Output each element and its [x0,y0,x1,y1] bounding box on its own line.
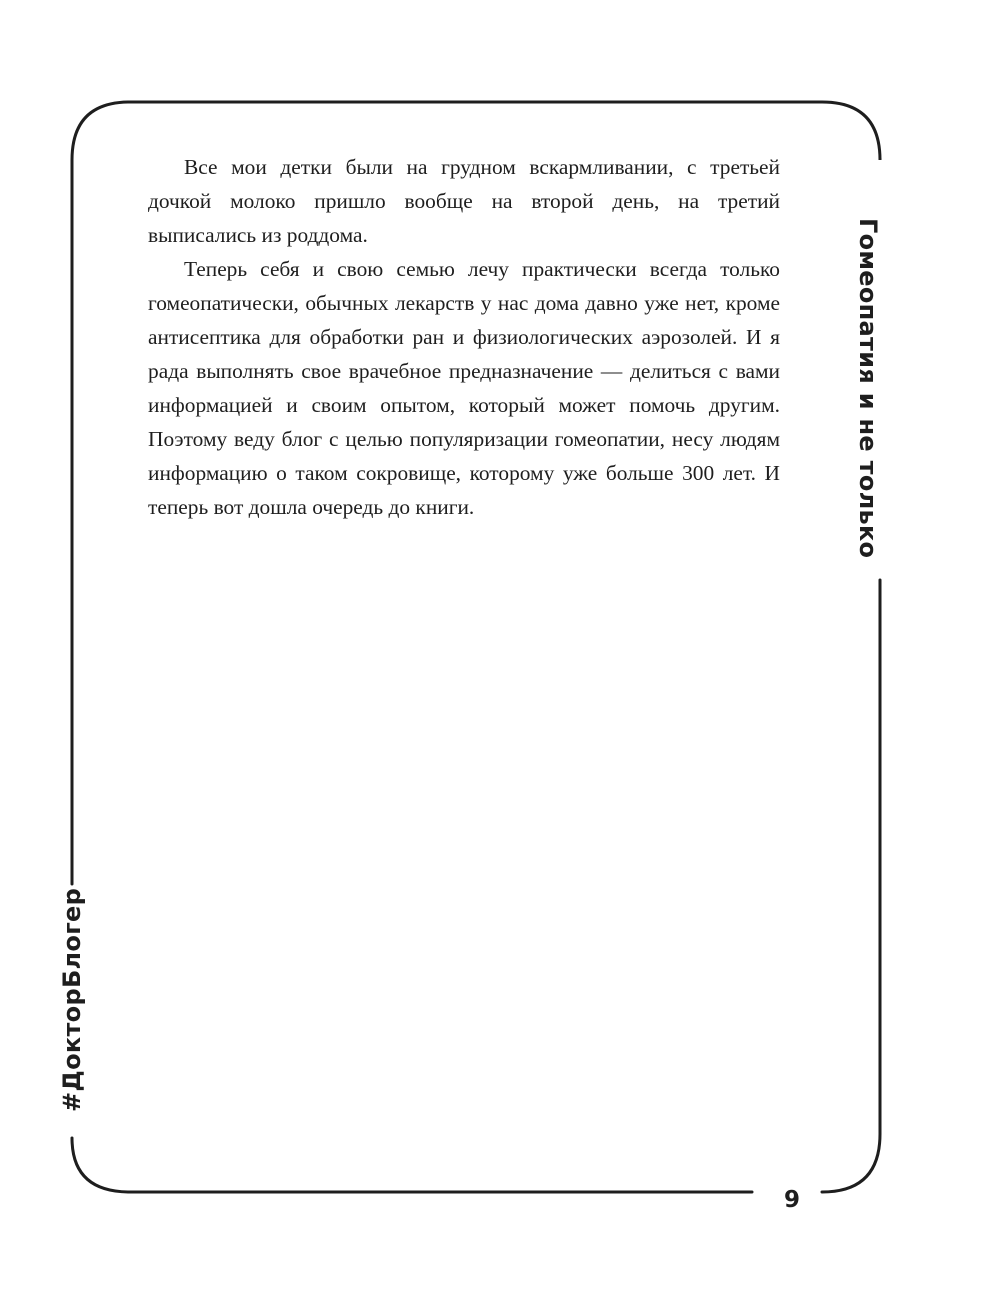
running-head-book: #ДокторБлогер [58,887,86,1112]
body-text [148,150,780,524]
frame-bottom-border [72,1138,752,1192]
running-head-chapter: Гомеопатия и не только [854,218,882,559]
paragraph-1: Все мои детки были на грудном вскармливании, с третьей дочкой молоко пришло вообще на второй день, на третий выписались из роддома. [148,155,780,247]
paragraph-2: Теперь себя и свою семью лечу практически всегда только гомеопатически, обычных лекарств у нас дома давно уже нет, кроме антисептика для обработки ран и физиологических аэрозолей. И я рада выполнять свое врачебное предназначение — делиться с вами информацией и своим опытом, который может помочь другим. Поэтому веду блог с целью популяризации гомеопатии, несу людям информацию о таком сокровище, которому уже больше 300 лет. И теперь вот дошла очередь до книги. [148,257,780,519]
frame-right-border [822,580,880,1192]
page-number: 9 [783,1187,800,1213]
